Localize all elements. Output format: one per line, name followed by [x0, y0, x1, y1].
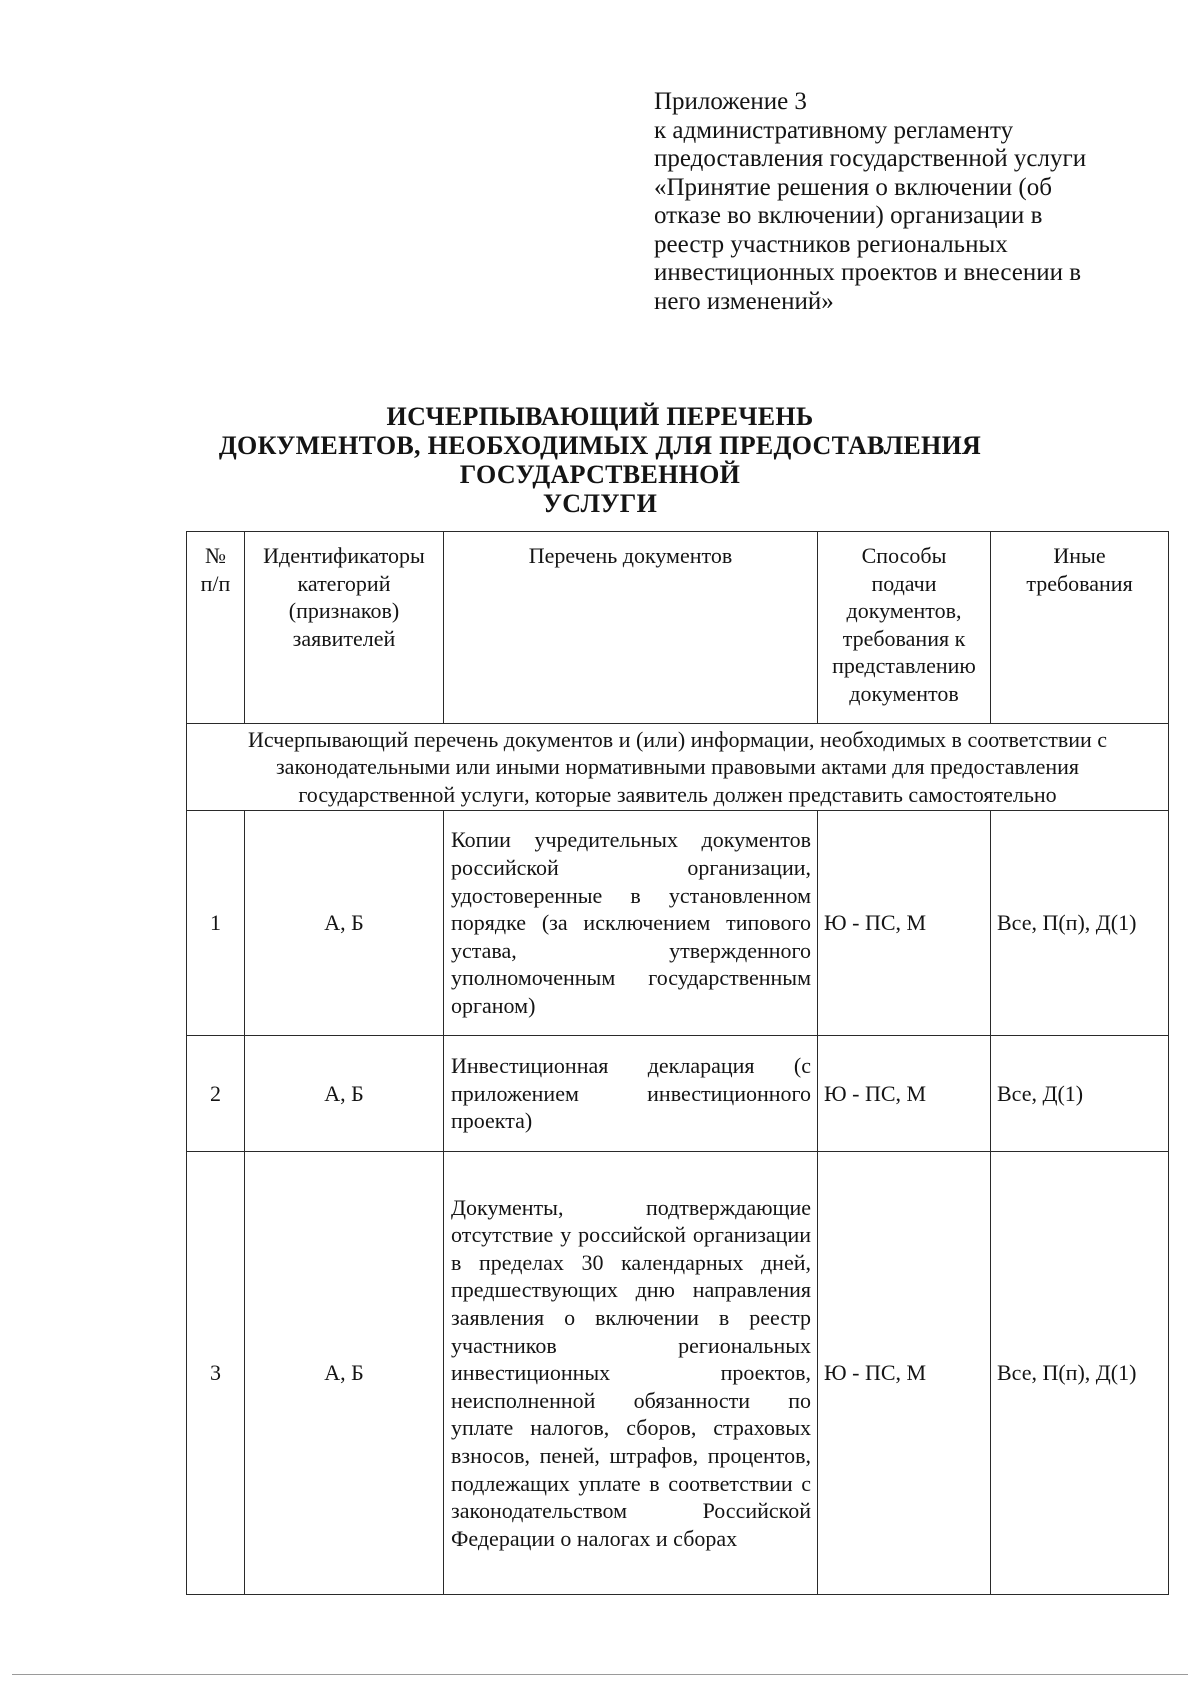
row-categories: А, Б: [245, 1152, 444, 1595]
row-method: Ю - ПС, М: [818, 1152, 991, 1595]
row-document: Инвестиционная декларация (с приложением инвестиционного проекта): [444, 1036, 818, 1152]
table-row: [187, 1152, 1169, 1595]
title-line: ДОКУМЕНТОВ, НЕОБХОДИМЫХ ДЛЯ ПРЕДОСТАВЛЕНИЯ: [218, 431, 982, 460]
title-line: ИСЧЕРПЫВАЮЩИЙ ПЕРЕЧЕНЬ: [386, 402, 814, 431]
page-bottom-divider: [12, 1674, 1188, 1675]
row-other-requirements: Все, Д(1): [991, 1036, 1169, 1152]
documents-table: [186, 531, 1169, 1595]
appendix-line: предоставления государственной услуги: [654, 145, 1087, 172]
appendix-line: «Принятие решения о включении (об: [654, 173, 1052, 201]
appendix-line: отказе во включении) организации в: [654, 202, 1043, 229]
appendix-note: [654, 88, 1194, 316]
appendix-line: инвестиционных проектов и внесении в: [654, 259, 1082, 286]
appendix-line: него изменений»: [654, 287, 834, 315]
header-categories: Идентификаторы категорий (признаков) заявителей: [245, 532, 444, 724]
table-row: [187, 1036, 1169, 1152]
row-method: Ю - ПС, М: [818, 1036, 991, 1152]
appendix-line: к административному регламенту: [654, 116, 1014, 144]
row-categories: А, Б: [245, 811, 444, 1036]
row-number: 1: [187, 811, 245, 1036]
table-header-row: [187, 532, 1169, 724]
row-number: 3: [187, 1152, 245, 1595]
section-heading-row: [187, 724, 1169, 811]
title-line: ГОСУДАРСТВЕННОЙ: [459, 460, 741, 489]
document-title: [180, 402, 1020, 518]
appendix-line: Приложение 3: [654, 88, 807, 115]
row-document: Копии учредительных документов российской организации, удостоверенные в установленном порядке (за исключением типового устава, утвержденного уполномоченным государственным органом): [444, 811, 818, 1036]
header-methods: Способы подачи документов, требования к представлению документов: [818, 532, 991, 724]
header-number: № п/п: [187, 532, 245, 724]
row-other-requirements: Все, П(п), Д(1): [991, 1152, 1169, 1595]
row-method: Ю - ПС, М: [818, 811, 991, 1036]
title-line: УСЛУГИ: [542, 489, 658, 518]
row-other-requirements: Все, П(п), Д(1): [991, 811, 1169, 1036]
appendix-line: реестр участников региональных: [654, 230, 1008, 258]
row-number: 2: [187, 1036, 245, 1152]
header-other-requirements: Иные требования: [991, 532, 1169, 724]
row-categories: А, Б: [245, 1036, 444, 1152]
section-heading: Исчерпывающий перечень документов и (или) информации, необходимых в соответствии с законодательными или иными нормативными правовыми актами для предоставления государственной услуги, которые заявитель должен представить самостоятельно: [187, 724, 1169, 811]
header-documents: Перечень документов: [444, 532, 818, 724]
table-row: [187, 811, 1169, 1036]
row-document: Документы, подтверждающие отсутствие у российской организации в пределах 30 календарных дней, предшествующих дню направления заявления о включении в реестр участников региональных инвестиционных проектов, неисполненной обязанности по уплате налогов, сборов, страховых взносов, пеней, штрафов, процентов, подлежащих уплате в соответствии с законодательством Российской Федерации о налогах и сборах: [444, 1152, 818, 1595]
